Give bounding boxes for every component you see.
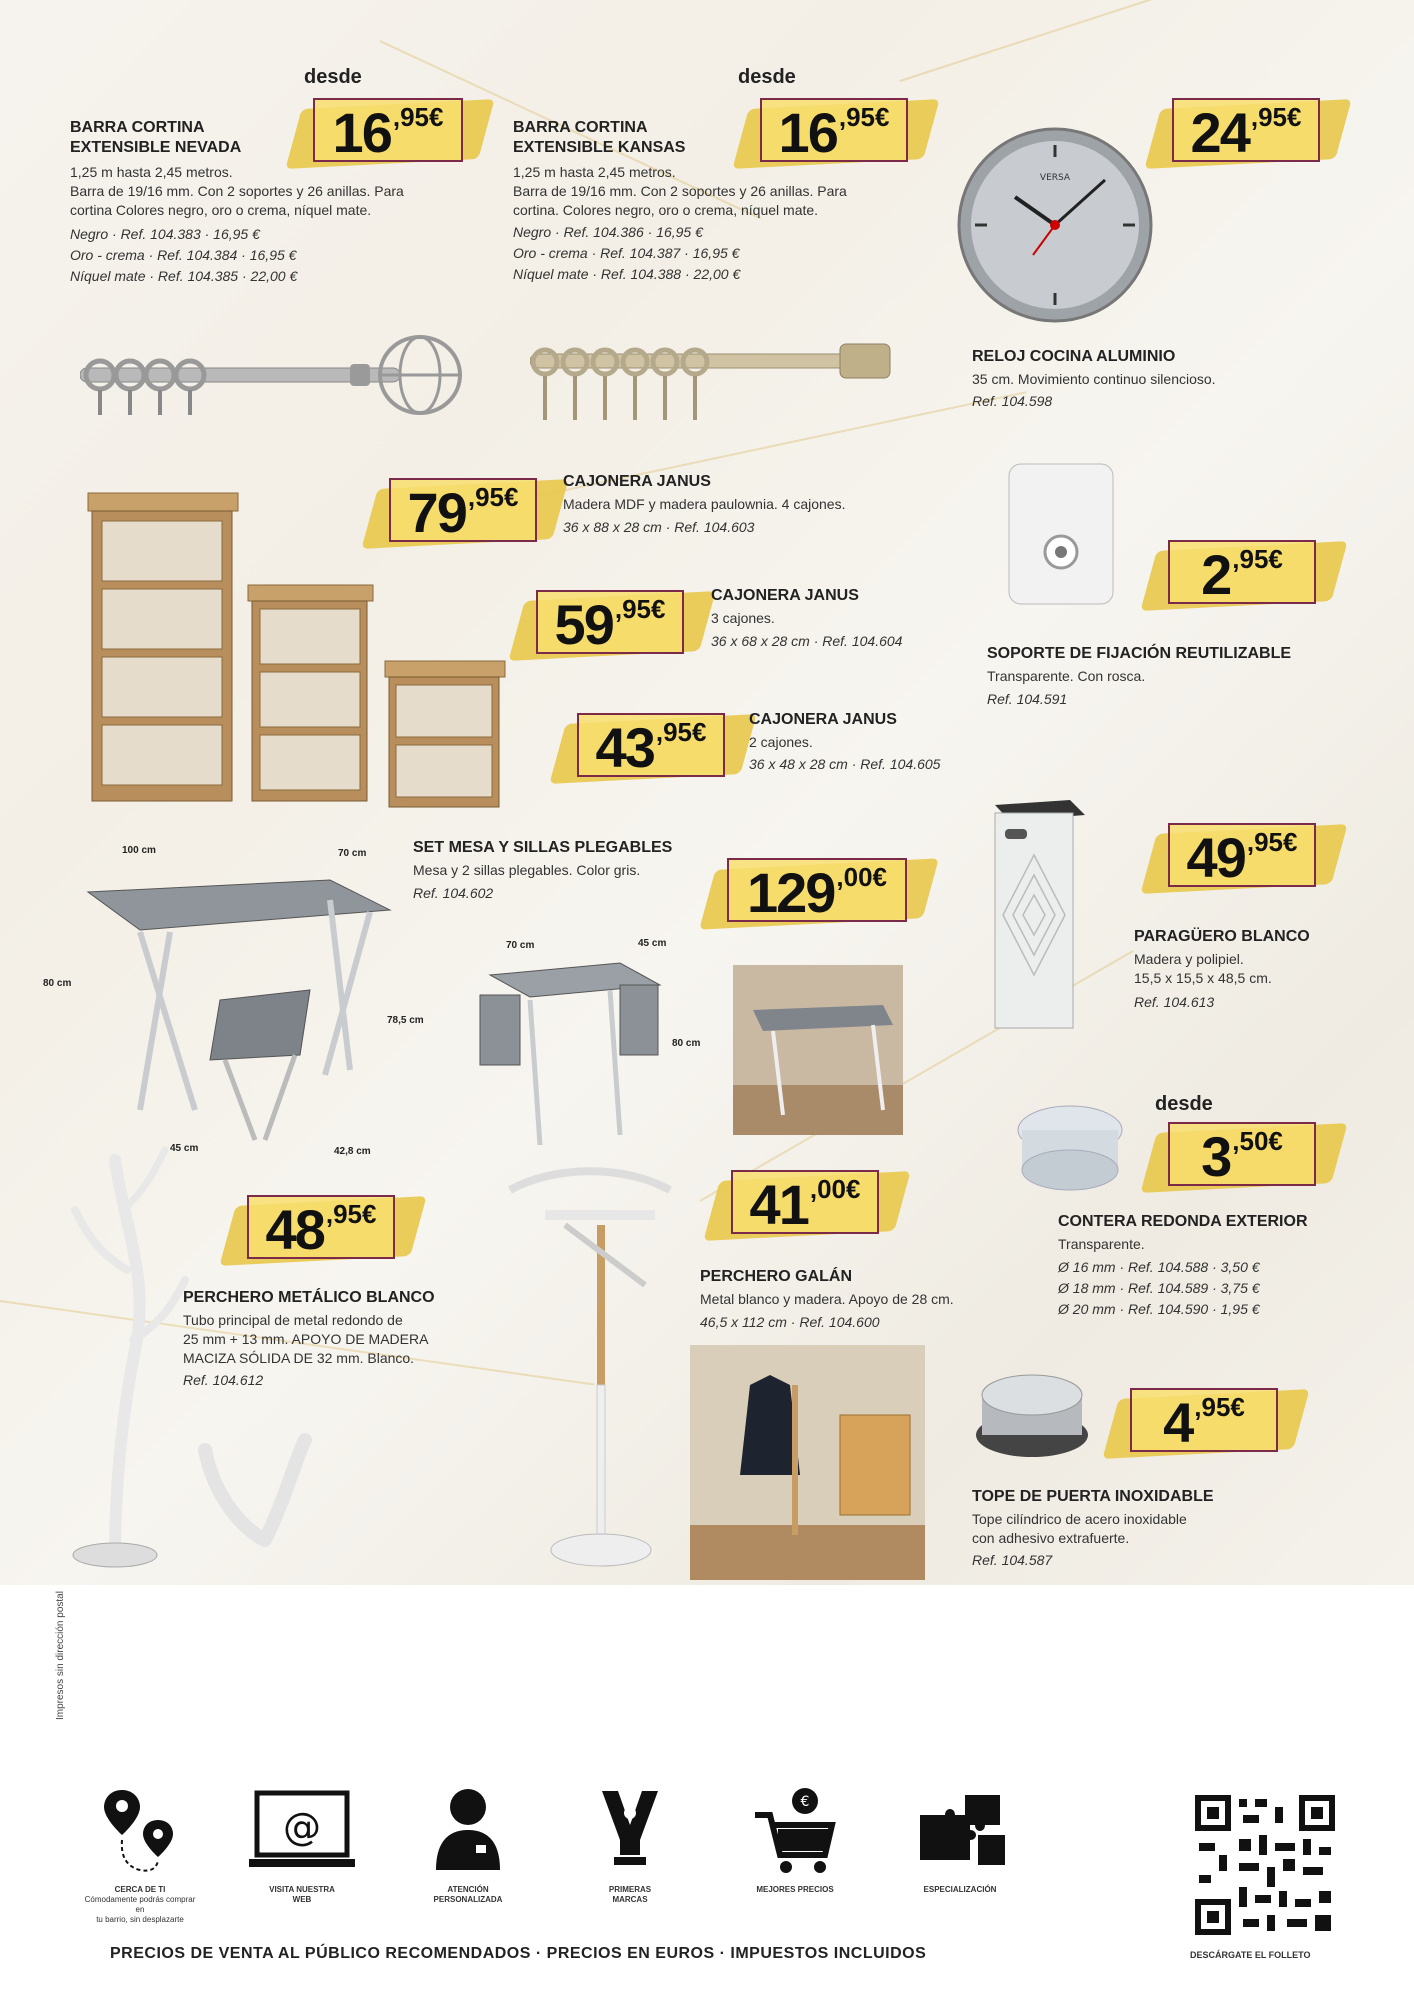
footer-feature-marcas: PRIMERAS MARCAS <box>570 1785 690 1905</box>
product-title-perchero-metalico: PERCHERO METÁLICO BLANCO <box>183 1289 435 1306</box>
svg-text:€: € <box>800 1794 810 1810</box>
footer-feature-especializacion: ESPECIALIZACIÓN <box>900 1785 1020 1895</box>
product-desc-set-mesa: Mesa y 2 sillas plegables. Color gris. <box>413 862 641 878</box>
price-tag-barra-kansas <box>760 98 908 162</box>
product-desc-barra-nevada: 1,25 m hasta 2,45 metros. Barra de 19/16 mm. Con 2 soportes y 26 anillas. Para cortina Colores negro, oro o crema, níquel mate. <box>70 164 404 218</box>
product-title-barra-nevada: BARRA CORTINA EXTENSIBLE NEVADA <box>70 119 242 156</box>
dim-label: 80 cm <box>43 978 72 989</box>
product-ref-soporte: Ref. 104.591 <box>987 691 1068 707</box>
cart-euro-icon <box>750 1785 840 1880</box>
price-dec: ,95€ <box>1194 1392 1245 1422</box>
trophy-icon <box>590 1785 670 1880</box>
product-title-cajonera-3: CAJONERA JANUS <box>711 587 859 604</box>
footer-feature-cerca: CERCA DE TI Cómodamente podrás comprar en tu barrio, sin desplazarte <box>80 1785 200 1925</box>
price-int: 129 <box>746 861 835 924</box>
curtain-rod-kansas-image <box>530 340 900 430</box>
kitchen-clock-image <box>955 125 1155 325</box>
price-tag-paraguero <box>1168 823 1316 887</box>
desde-label: desde <box>1155 1093 1213 1115</box>
price-int: 59 <box>554 593 613 656</box>
price-dec: ,95€ <box>467 482 519 512</box>
price-tag-perchero-galan <box>731 1170 879 1234</box>
price-dec: ,95€ <box>325 1199 377 1229</box>
folding-table-small-image <box>470 945 670 1155</box>
price-tag-cajonera-3 <box>536 590 684 654</box>
product-desc-paraguero: Madera y polipiel. 15,5 x 15,5 x 48,5 cm. <box>1134 951 1272 986</box>
price-int: 24 <box>1190 101 1249 164</box>
product-desc-perchero-metalico: Tubo principal de metal redondo de 25 mm + 13 mm. APOYO DE MADERA MACIZA SÓLIDA DE 32 mm. Blanco. <box>183 1312 429 1366</box>
price-dec: ,95€ <box>838 102 890 132</box>
price-int: 79 <box>407 481 466 544</box>
price-tag-barra-nevada <box>313 98 463 162</box>
price-tag-cajonera-4 <box>389 478 537 542</box>
price-tag-cajonera-2 <box>577 713 725 777</box>
price-int: 16 <box>332 101 391 164</box>
umbrella-stand-image <box>985 795 1095 1035</box>
dim-label: 45 cm <box>170 1143 199 1154</box>
svg-text:@: @ <box>283 1805 321 1849</box>
price-tag-contera <box>1168 1122 1316 1186</box>
product-title-paraguero: PARAGÜERO BLANCO <box>1134 928 1310 945</box>
price-dec: ,00€ <box>836 862 888 892</box>
clock-brand-label: VERSA <box>1039 173 1071 183</box>
dim-label: 100 cm <box>122 845 156 856</box>
price-dec: ,95€ <box>1232 544 1283 574</box>
legal-price-notice: PRECIOS DE VENTA AL PÚBLICO RECOMENDADOS · PRECIOS EN EUROS · IMPUESTOS INCLUIDOS <box>110 1945 927 1962</box>
desde-label: desde <box>738 66 796 88</box>
price-dec: ,50€ <box>1232 1126 1283 1156</box>
attendant-icon <box>428 1785 508 1880</box>
dim-label: 45 cm <box>638 938 667 949</box>
product-desc-contera: Transparente. <box>1058 1236 1145 1252</box>
dim-label: 78,5 cm <box>387 1015 424 1026</box>
price-int: 3 <box>1201 1125 1231 1188</box>
product-ref-cajonera-4: 36 x 88 x 28 cm · Ref. 104.603 <box>563 519 755 535</box>
product-desc-cajonera-2: 2 cajones. <box>749 734 813 750</box>
rubber-tip-image <box>1010 1100 1130 1200</box>
product-desc-tope: Tope cilíndrico de acero inoxidable con adhesivo extrafuerte. <box>972 1511 1187 1546</box>
dim-label: 70 cm <box>338 848 367 859</box>
price-tag-reloj <box>1172 98 1320 162</box>
price-tag-soporte <box>1168 540 1316 604</box>
product-refs-barra-nevada: Negro · Ref. 104.383 · 16,95 € Oro - crema · Ref. 104.384 · 16,95 € Níquel mate · Ref. 104.385 · 22,00 € <box>70 226 298 284</box>
price-dec: ,95€ <box>1246 827 1298 857</box>
door-stop-image <box>972 1365 1092 1465</box>
product-desc-reloj: 35 cm. Movimiento continuo silencioso. <box>972 371 1216 387</box>
footer <box>0 1585 1414 2000</box>
price-int: 49 <box>1186 826 1245 889</box>
price-tag-perchero-metalico <box>247 1195 395 1259</box>
dim-label: 70 cm <box>506 940 535 951</box>
valet-stand-room-photo <box>690 1345 925 1580</box>
product-ref-perchero-metalico: Ref. 104.612 <box>183 1372 264 1388</box>
puzzle-icon <box>910 1785 1010 1880</box>
product-refs-contera: Ø 16 mm · Ref. 104.588 · 3,50 € Ø 18 mm · Ref. 104.589 · 3,75 € Ø 20 mm · Ref. 104.590 · 1,95 € <box>1058 1259 1260 1317</box>
price-dec: ,95€ <box>655 717 707 747</box>
qr-caption: DESCÁRGATE EL FOLLETO <box>1190 1950 1311 1960</box>
footer-feature-web: @ VISITA NUESTRA WEB <box>242 1785 362 1905</box>
product-title-soporte: SOPORTE DE FIJACIÓN REUTILIZABLE <box>987 645 1292 662</box>
footer-feature-atencion: ATENCIÓN PERSONALIZADA <box>408 1785 528 1905</box>
postal-notice: Impresos sin dirección postal <box>55 1591 66 1720</box>
price-tag-tope <box>1130 1388 1278 1452</box>
laptop-at-icon <box>247 1785 357 1880</box>
footer-feature-precios: € MEJORES PRECIOS <box>735 1785 855 1895</box>
price-dec: ,95€ <box>614 594 666 624</box>
product-desc-barra-kansas: 1,25 m hasta 2,45 metros. Barra de 19/16 mm. Con 2 soportes y 26 anillas. Para cortina. Colores negro, oro o crema, níquel mate. <box>513 164 847 218</box>
reusable-hook-image <box>1005 460 1120 610</box>
product-title-cajonera-2: CAJONERA JANUS <box>749 711 897 728</box>
location-pins-icon <box>100 1785 180 1880</box>
product-ref-cajonera-2: 36 x 48 x 28 cm · Ref. 104.605 <box>749 756 941 772</box>
price-int: 2 <box>1201 543 1231 606</box>
product-title-cajonera-4: CAJONERA JANUS <box>563 473 711 490</box>
product-title-contera: CONTERA REDONDA EXTERIOR <box>1058 1213 1308 1230</box>
product-title-barra-kansas: BARRA CORTINA EXTENSIBLE KANSAS <box>513 119 686 156</box>
table-set-room-photo <box>733 965 903 1135</box>
price-int: 43 <box>595 716 654 779</box>
dim-label: 80 cm <box>672 1038 701 1049</box>
price-int: 41 <box>749 1173 808 1236</box>
product-title-perchero-galan: PERCHERO GALÁN <box>700 1268 853 1285</box>
product-ref-reloj: Ref. 104.598 <box>972 393 1053 409</box>
product-title-reloj: RELOJ COCINA ALUMINIO <box>972 348 1176 365</box>
price-dec: ,00€ <box>809 1174 861 1204</box>
price-int: 48 <box>265 1198 324 1261</box>
product-desc-cajonera-3: 3 cajones. <box>711 610 775 626</box>
product-ref-tope: Ref. 104.587 <box>972 1552 1053 1568</box>
price-dec: ,95€ <box>392 102 444 132</box>
product-title-set-mesa: SET MESA Y SILLAS PLEGABLES <box>413 839 673 856</box>
product-ref-set-mesa: Ref. 104.602 <box>413 885 494 901</box>
valet-stand-image <box>505 1165 675 1580</box>
product-desc-soporte: Transparente. Con rosca. <box>987 668 1146 684</box>
product-desc-perchero-galan: Metal blanco y madera. Apoyo de 28 cm. <box>700 1291 954 1307</box>
price-int: 4 <box>1163 1391 1193 1454</box>
price-tag-set-mesa <box>727 858 907 922</box>
product-desc-cajonera-4: Madera MDF y madera paulownia. 4 cajones. <box>563 496 846 512</box>
dim-label: 42,8 cm <box>334 1146 371 1157</box>
product-ref-cajonera-3: 36 x 68 x 28 cm · Ref. 104.604 <box>711 633 903 649</box>
product-refs-barra-kansas: Negro · Ref. 104.386 · 16,95 € Oro - crema · Ref. 104.387 · 16,95 € Níquel mate · Ref. 104.388 · 22,00 € <box>513 224 741 282</box>
price-int: 16 <box>778 101 837 164</box>
product-title-tope: TOPE DE PUERTA INOXIDABLE <box>972 1488 1214 1505</box>
curtain-rod-nevada-image <box>80 330 470 430</box>
product-ref-perchero-galan: 46,5 x 112 cm · Ref. 104.600 <box>700 1314 880 1330</box>
desde-label: desde <box>304 66 362 88</box>
product-ref-paraguero: Ref. 104.613 <box>1134 994 1215 1010</box>
qr-code-icon[interactable] <box>1195 1795 1335 1935</box>
price-dec: ,95€ <box>1250 102 1302 132</box>
